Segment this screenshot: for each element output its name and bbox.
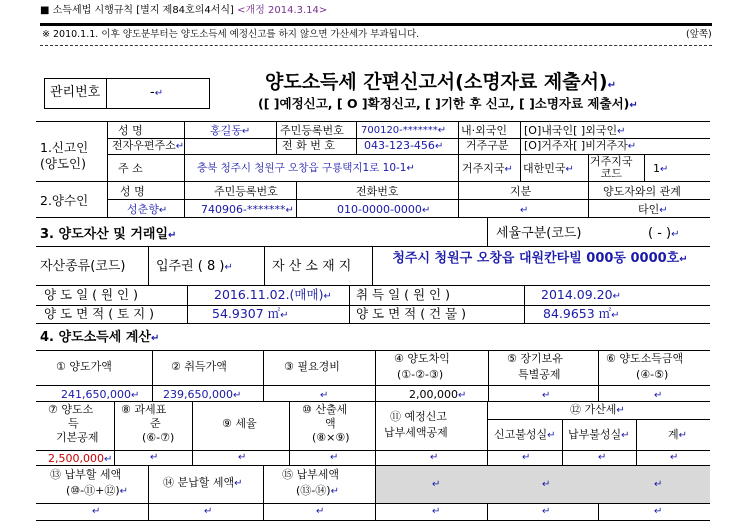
transferee-share[interactable]: ↵ [520, 205, 529, 216]
revision-text: <개정 2014.3.14> [237, 5, 328, 16]
header-basic-deduction-2: 득 [68, 417, 79, 430]
col-rule [562, 419, 563, 465]
transfer-date-text: 2016.11.02.(매매) [214, 287, 324, 302]
declarant-address-text: 충북 청주시 청원구 오창읍 구룡택지1로 10-1 [197, 162, 407, 174]
country-code-label: 거주지국 코드 [590, 155, 633, 180]
header-penalty-payment: 납부불성실↵ [568, 428, 630, 441]
management-number-text: - [150, 85, 155, 100]
basic-deduction-text: 2,500,000 [48, 452, 104, 465]
transferee-name-text: 성춘향 [127, 203, 159, 216]
transferee-phone[interactable]: 010-0000-0000↵ [337, 203, 431, 216]
sec2-bottom-rule [36, 217, 710, 218]
land-area-text: 54.9307 ㎡ [212, 306, 281, 321]
penalty-report-value[interactable]: ↵ [522, 452, 531, 463]
name-label: 성 명 [118, 124, 143, 137]
col-rule [263, 350, 264, 401]
asset-type-label: 자산종류(코드) [40, 259, 126, 274]
row-rule [36, 401, 710, 402]
transferee-rrn-text: 740906-******* [201, 203, 286, 216]
header-acquire-value: ② 취득가액 [171, 360, 227, 373]
row-rule [36, 246, 710, 247]
declarant-phone-text: 043-123-456 [364, 139, 435, 152]
header-final-tax-formula: (⑬-⑭)↵ [296, 484, 339, 497]
col-rule [107, 121, 108, 217]
header-transfer-value: ① 양도가액 [56, 360, 112, 373]
header-final-tax: ⑮ 납부세액 [282, 468, 340, 481]
col-rule [184, 121, 185, 217]
row-rule [36, 520, 710, 521]
transferee-name-label: 성 명 [120, 185, 145, 198]
header-payable-tax: ⑬ 납부할 세액 [50, 468, 122, 481]
page-side-label: (앞쪽) [686, 29, 712, 40]
transfer-value[interactable]: 241,650,000↵ [61, 388, 140, 401]
header-prepaid-credit: ⑪ 예정신고 [390, 410, 448, 423]
col-rule [588, 181, 589, 217]
col-rule [296, 181, 297, 217]
header-basic-deduction: ⑦ 양도소 [48, 403, 94, 416]
transfer-date[interactable]: 2016.11.02.(매매)↵ [214, 287, 332, 302]
residence-country-label: 거주지국↵ [462, 162, 513, 175]
land-area-label: 양 도 면 적 ( 토 지 ) [44, 306, 155, 321]
tax-base-value[interactable]: ↵ [150, 452, 159, 463]
declarant-name[interactable]: 홍길동↵ [210, 124, 251, 137]
row-rule [107, 199, 710, 200]
building-area-text: 84.9653 ㎡ [543, 306, 612, 321]
header-penalty-total: 계↵ [668, 428, 688, 441]
col-rule [487, 401, 488, 465]
rrn-label: 주민등록번호 [280, 124, 344, 137]
col-rule [192, 401, 193, 465]
col-rule [488, 350, 489, 401]
header-penalty-total-text: 계 [668, 428, 679, 441]
header-penalty-text: ⑫ 가산세 [570, 403, 617, 416]
gain-value[interactable]: 2,00,000↵ [409, 388, 467, 401]
header-gain: ④ 양도차익 [394, 352, 450, 365]
nationality-label: 내·외국인 [461, 124, 508, 137]
header-tax-rate: ⑨ 세율 [222, 417, 257, 430]
blank-cell[interactable]: ↵ [542, 506, 551, 517]
row-rule [36, 323, 710, 324]
expenses-value[interactable]: ↵ [320, 390, 329, 401]
tax-rate-value[interactable]: ↵ [238, 452, 247, 463]
row-rule [487, 419, 710, 420]
shaded-cell-mark: ↵ [542, 479, 551, 490]
asset-location-text: 청주시 청원구 오창읍 대원칸타빌 000동 0000호 [392, 251, 680, 266]
tax-type-label: 세율구분(코드) [496, 226, 582, 241]
col-rule [114, 401, 115, 465]
declarant-rrn-text: 700120-******* [361, 125, 438, 136]
land-area[interactable]: 54.9307 ㎡↵ [212, 306, 289, 321]
installment-value[interactable]: ↵ [204, 506, 213, 517]
col-rule [276, 121, 277, 154]
management-number-label: 관리번호 [50, 85, 101, 100]
income-value[interactable]: ↵ [654, 390, 663, 401]
col-rule [588, 154, 589, 181]
header-long-term-sub: 특별공제 [518, 368, 561, 381]
final-tax-value[interactable]: ↵ [316, 506, 325, 517]
regulation-text: ■ 소득세법 시행규칙 [별지 제84호의4서식] [40, 5, 234, 16]
col-rule [289, 401, 290, 465]
building-area[interactable]: 84.9653 ㎡↵ [543, 306, 620, 321]
row-rule [36, 285, 710, 286]
transferee-phone-text: 010-0000-0000 [337, 203, 422, 216]
col-rule [636, 419, 637, 465]
transferee-phone-label: 전화번호 [356, 185, 399, 198]
header-penalty: ⑫ 가산세↵ [570, 403, 625, 416]
header-prepaid-credit-2: 납부세액공제 [384, 426, 448, 439]
gain-value-text: 2,00,000 [409, 388, 458, 401]
residence-country[interactable]: 대한민국↵ [523, 162, 574, 175]
col-rule [375, 350, 376, 401]
declarant-name-text: 홍길동 [210, 124, 242, 137]
header-calculated-tax: ⑩ 산출세 [302, 403, 348, 416]
header-calculated-tax-2: 액 [325, 417, 336, 430]
col-rule [375, 401, 376, 465]
header-income-formula: (④-⑤) [636, 368, 669, 381]
asset-location[interactable]: 청주시 청원구 오창읍 대원칸타빌 000동 0000호↵ [392, 251, 688, 266]
declarant-address[interactable]: 충북 청주시 청원구 오창읍 구룡택지1로 10-1↵ [197, 162, 415, 174]
sec1-bottom-rule [36, 181, 710, 182]
header-penalty-report: 신고불성실↵ [494, 428, 556, 441]
acquire-value[interactable]: 239,650,000↵ [163, 388, 242, 401]
header-payable-tax-formula-text: (⑩-⑪+⑫) [66, 484, 120, 497]
row-rule [36, 350, 710, 351]
occupancy-text: 입주권 ( 8 ) [156, 259, 225, 274]
nationality-options[interactable]: [O]내국인[ ]외국인↵ [524, 124, 626, 137]
form-title-text: 양도소득세 간편신고서(소명자료 제출서) [265, 71, 608, 93]
header-calculated-tax-3: (⑧×⑨) [312, 431, 350, 444]
header-installment: ⑭ 분납할 세액↵ [163, 476, 243, 489]
building-area-label: 양 도 면 적 ( 건 물 ) [356, 306, 467, 321]
col-rule [458, 154, 459, 181]
declarant-rrn[interactable]: 700120-*******↵ [361, 125, 447, 136]
management-number-value[interactable]: -↵ [150, 85, 164, 100]
shaded-cell-mark: ↵ [654, 479, 663, 490]
col-rule [598, 350, 599, 401]
header-tax-base: ⑧ 과세표 [121, 403, 167, 416]
transfer-date-label: 양 도 일 ( 원 인 ) [44, 287, 138, 302]
header-gain-formula: (①-②-③) [397, 368, 444, 381]
residency-options[interactable]: [O]거주자[ ]비거주자↵ [524, 139, 637, 152]
col-rule [520, 154, 521, 181]
tax-type-text: ( - ) [648, 226, 672, 241]
penalty-notice: ※ 2010.1.1. 이후 양도분부터는 양도소득세 예정신고를 하지 않으면 가산세가 부과됩니다. [42, 29, 420, 40]
regulation-reference [40, 6, 327, 16]
location-label: 자 산 소 재 지 [272, 259, 352, 274]
penalty-payment-value[interactable]: ↵ [598, 452, 607, 463]
transferee-section-label: 2.양수인 [40, 193, 89, 208]
assets-section-text: 3. 양도자산 및 거래일 [40, 227, 169, 242]
header-tax-base-2: 준 [150, 417, 161, 430]
residency-text: [O]거주자[ ]비거주자 [524, 139, 628, 152]
payable-tax-value[interactable]: ↵ [92, 506, 101, 517]
email-label: 전자우편주소↵ [112, 139, 185, 152]
nationality-text: [O]내국인[ ]외국인 [524, 124, 618, 137]
calculated-tax-value[interactable]: ↵ [330, 452, 339, 463]
shaded-cell-mark: ↵ [432, 479, 441, 490]
report-type-text: ([ ]예정신고, [ O ]확정신고, [ ]기한 후 신고, [ ]소명자료 제출서) [258, 96, 630, 111]
acquire-date-label: 취 득 일 ( 원 인 ) [356, 287, 450, 302]
calc-section-title: 4. 양도소득세 계산↵ [40, 330, 160, 345]
col-rule [349, 285, 350, 323]
calc-section-text: 4. 양도소득세 계산 [40, 330, 151, 345]
transfer-value-text: 241,650,000 [61, 388, 131, 401]
acquire-value-text: 239,650,000 [163, 388, 233, 401]
sec1-top-rule [36, 121, 710, 122]
header-payable-tax-formula: (⑩-⑪+⑫)↵ [66, 484, 129, 497]
header-penalty-payment-text: 납부불성실 [568, 428, 622, 441]
transferee-rrn-label: 주민등록번호 [214, 185, 278, 198]
long-term-value[interactable]: ↵ [542, 390, 551, 401]
prepaid-blank[interactable]: ↵ [432, 506, 441, 517]
occupancy-right-code[interactable]: 입주권 ( 8 )↵ [156, 259, 233, 274]
col-rule [644, 154, 645, 181]
notice-rule [40, 45, 712, 46]
col-rule [458, 121, 459, 154]
row-rule [36, 503, 710, 504]
basic-deduction-value[interactable]: 2,500,000↵ [48, 452, 113, 465]
transferee-relation-label: 양도자와의 관계 [603, 185, 681, 198]
transferee-relation-text: 타인 [638, 203, 660, 216]
transferee-relation[interactable]: 타인↵ [638, 203, 668, 216]
col-rule [356, 121, 357, 154]
residence-country-label-text: 거주지국 [462, 162, 505, 175]
header-tax-base-3: (⑥-⑦) [142, 431, 175, 444]
transferee-rrn[interactable]: 740906-*******↵ [201, 203, 294, 216]
row-rule [36, 385, 710, 386]
penalty-total-value[interactable]: ↵ [670, 452, 679, 463]
form-title: 양도소득세 간편신고서(소명자료 제출서)↵ [265, 71, 617, 93]
tax-type-value[interactable]: ( - )↵ [648, 226, 680, 241]
country-code[interactable]: 1↵ [653, 162, 669, 175]
country-code-text: 1 [653, 162, 660, 175]
transferee-name[interactable]: 성춘향↵ [127, 203, 168, 216]
report-type-options[interactable]: ([ ]예정신고, [ O ]확정신고, [ ]기한 후 신고, [ ]소명자료 제출서)↵ [258, 96, 638, 111]
acquire-date[interactable]: 2014.09.20↵ [541, 287, 621, 302]
col-rule [187, 285, 188, 323]
acquire-date-text: 2014.09.20 [541, 287, 613, 302]
header-long-term: ⑤ 장기보유 [507, 352, 563, 365]
header-final-tax-formula-text: (⑬-⑭) [296, 484, 331, 497]
col-rule [148, 465, 149, 520]
email-label-text: 전자우편주소 [112, 139, 176, 152]
col-rule [458, 181, 459, 217]
header-installment-text: ⑭ 분납할 세액 [163, 476, 235, 489]
header-rule [40, 23, 712, 26]
residence-country-text: 대한민국 [523, 162, 566, 175]
management-divider [106, 78, 107, 108]
residency-label: 거주구분 [466, 139, 509, 152]
declarant-phone[interactable]: 043-123-456↵ [364, 139, 444, 152]
col-rule [264, 246, 265, 285]
header-basic-deduction-3: 기본공제 [56, 431, 99, 444]
col-rule [263, 465, 264, 520]
header-expenses: ③ 필요경비 [284, 360, 340, 373]
header-penalty-report-text: 신고불성실 [494, 428, 548, 441]
col-rule [372, 246, 373, 285]
col-rule [487, 217, 488, 246]
col-rule [148, 246, 149, 285]
col-rule [152, 350, 153, 401]
col-rule [520, 121, 521, 154]
address-label: 주 소 [118, 162, 143, 175]
phone-label: 전 화 번 호 [282, 139, 335, 152]
declarant-section-label: 1.신고인 (양도인) [40, 140, 89, 171]
row-rule [36, 450, 710, 451]
col-rule [524, 285, 525, 323]
header-income: ⑥ 양도소득금액 [606, 352, 684, 365]
transferee-share-label: 지분 [510, 185, 532, 198]
blank-cell[interactable]: ↵ [654, 506, 663, 517]
assets-section-title: 3. 양도자산 및 거래일↵ [40, 227, 177, 242]
prepaid-credit-value[interactable]: ↵ [430, 452, 439, 463]
